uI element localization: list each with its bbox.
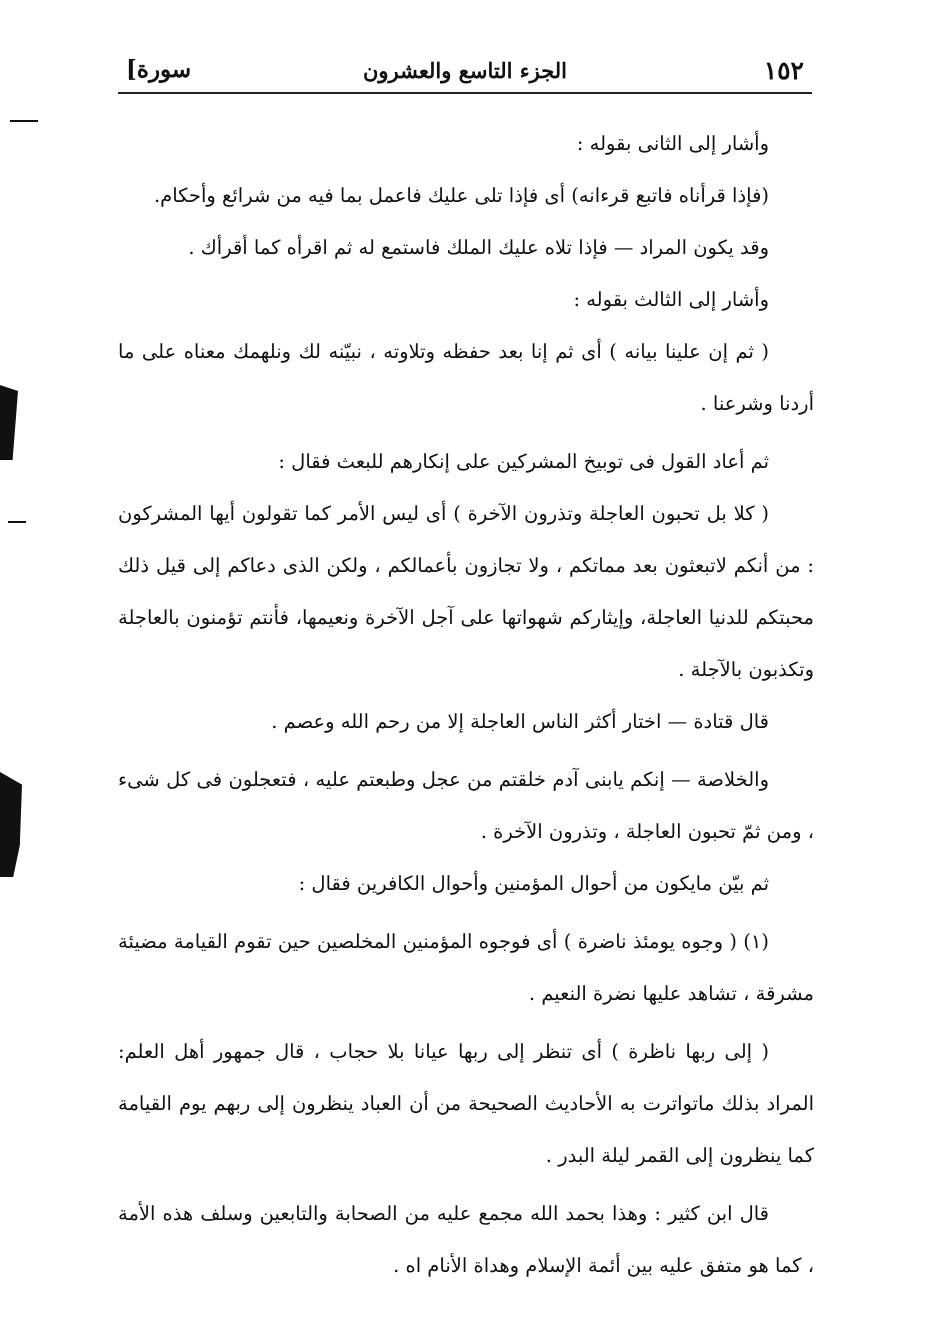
paragraph: وأشار إلى الثانى بقوله :	[576, 132, 769, 155]
scan-binding-mark	[0, 385, 18, 460]
page-header	[118, 50, 812, 94]
paragraph: ثم أعاد القول فى توبيخ المشركين على إنكارهم للبعث فقال :	[278, 450, 769, 473]
scan-edge-tick	[10, 120, 38, 122]
paragraph: قال ابن كثير : وهذا بحمد الله مجمع عليه من الصحابة والتابعين وسلف هذه الأمة ، كما هو متفق عليه بين أئمة الإسلام وهداة الأنام اه .	[118, 1202, 814, 1277]
paragraph: (١) ( وجوه يومئذ ناضرة ) أى فوجوه المؤمنين المخلصين حين تقوم القيامة مضيئة مشرقة ، تشاهد عليها نضرة النعيم .	[118, 930, 814, 1005]
page-body	[118, 118, 814, 1292]
paragraph: ( إلى ربها ناظرة ) أى تنظر إلى ربها عيانا بلا حجاب ، قال جمهور أهل العلم: المراد بذلك ماتواترت به الأحاديث الصحيحة من أن العباد ينظرون إلى ربهم يوم القيامة كما ينظرون إلى القمر ليلة البدر .	[118, 1040, 814, 1167]
scan-edge-tick	[8, 521, 26, 523]
paragraph: ( ثم إن علينا بيانه ) أى ثم إنا بعد حفظه وتلاوته ، نبيّنه لك ونلهمك معناه على ما أردنا وشرعنا .	[118, 340, 814, 415]
surah-label: [سورة	[126, 56, 192, 83]
page-number: ١٥٢	[763, 56, 804, 85]
paragraph: والخلاصة — إنكم يابنى آدم خلقتم من عجل وطبعتم عليه ، فتعجلون فى كل شىء ، ومن ثمّ تحبون العاجلة ، وتذرون الآخرة .	[118, 768, 814, 843]
running-title: الجزء التاسع والعشرون	[362, 58, 567, 83]
scan-binding-mark	[0, 772, 22, 877]
paragraph: ثم بيّن مايكون من أحوال المؤمنين وأحوال الكافرين فقال :	[298, 872, 769, 895]
paragraph: وقد يكون المراد — فإذا تلاه عليك الملك فاستمع له ثم اقرأه كما أقرأك .	[188, 236, 769, 259]
paragraph: قال قتادة — اختار أكثر الناس العاجلة إلا من رحم الله وعصم .	[271, 710, 769, 733]
paragraph: ( كلا بل تحبون العاجلة وتذرون الآخرة ) أى ليس الأمر كما تقولون أيها المشركون : من أنكم لاتبعثون بعد مماتكم ، ولا تجازون بأعمالكم ، ولكن الذى دعاكم إلى قيل ذلك محبتكم للدنيا العاجلة، وإيثاركم شهواتها على آجل الآخرة ونعيمها، فأنتم تؤمنون بالعاجلة وتكذبون بالآجلة .	[118, 502, 814, 681]
paragraph: وأشار إلى الثالث بقوله :	[573, 288, 769, 311]
paragraph: (فإذا قرأناه فاتبع قرءانه) أى فإذا تلى عليك فاعمل بما فيه من شرائع وأحكام.	[153, 184, 769, 207]
